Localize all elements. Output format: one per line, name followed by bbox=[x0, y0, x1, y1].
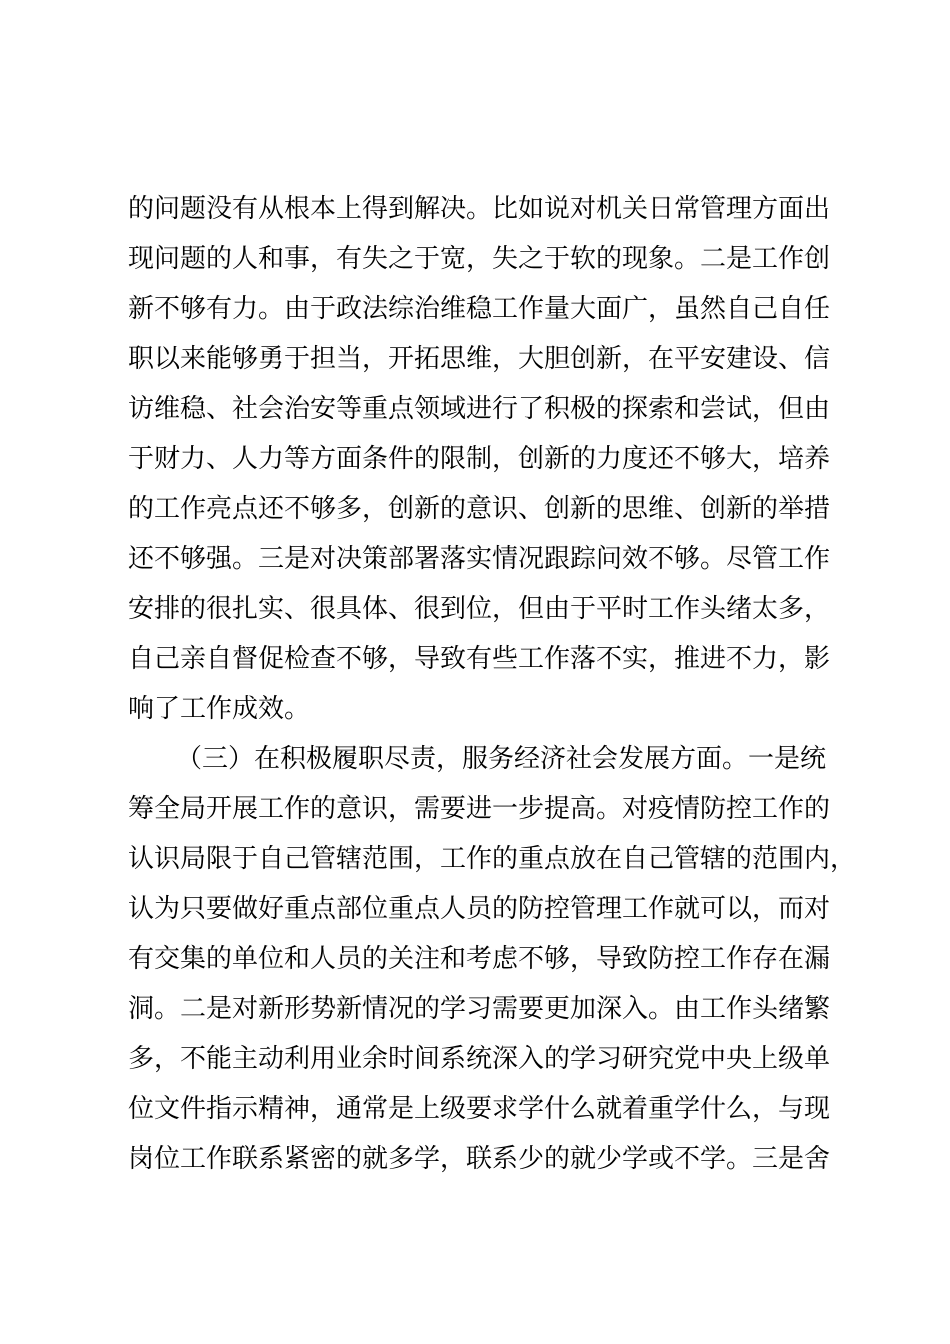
section-heading-line: （三）在积极履职尽责，服务经济社会发展方面。一是统 bbox=[176, 744, 827, 774]
text-line: 有交集的单位和人员的关注和考虑不够，导致防控工作存在漏 bbox=[128, 944, 831, 974]
text-line: 新不够有力。由于政法综治维稳工作量大面广，虽然自己自任 bbox=[128, 294, 831, 324]
text-line: 响了工作成效。 bbox=[128, 694, 311, 724]
text-line: 的工作亮点还不够多，创新的意识、创新的思维、创新的举措 bbox=[128, 494, 831, 524]
text-line: 岗位工作联系紧密的就多学，联系少的就少学或不学。三是舍 bbox=[128, 1144, 831, 1174]
text-line: 筹全局开展工作的意识，需要进一步提高。对疫情防控工作的 bbox=[128, 794, 831, 824]
text-line: 位文件指示精神，通常是上级要求学什么就着重学什么，与现 bbox=[128, 1094, 831, 1124]
document-body bbox=[128, 184, 857, 1184]
text-line: 认识局限于自己管辖范围，工作的重点放在自己管辖的范围内， bbox=[128, 844, 857, 874]
text-line: 安排的很扎实、很具体、很到位，但由于平时工作头绪太多， bbox=[128, 594, 831, 624]
text-line: 自己亲自督促检查不够，导致有些工作落不实，推进不力，影 bbox=[128, 644, 831, 674]
text-line: 于财力、人力等方面条件的限制，创新的力度还不够大，培养 bbox=[128, 444, 831, 474]
text-line: 还不够强。三是对决策部署落实情况跟踪问效不够。尽管工作 bbox=[128, 544, 831, 574]
text-line: 访维稳、社会治安等重点领域进行了积极的探索和尝试，但由 bbox=[128, 394, 831, 424]
text-line: 职以来能够勇于担当，开拓思维，大胆创新，在平安建设、信 bbox=[128, 344, 831, 374]
text-line: 认为只要做好重点部位重点人员的防控管理工作就可以，而对 bbox=[128, 894, 831, 924]
text-line: 洞。二是对新形势新情况的学习需要更加深入。由工作头绪繁 bbox=[128, 994, 831, 1024]
text-line: 多，不能主动利用业余时间系统深入的学习研究党中央上级单 bbox=[128, 1044, 831, 1074]
text-line: 的问题没有从根本上得到解决。比如说对机关日常管理方面出 bbox=[128, 194, 831, 224]
text-line: 现问题的人和事，有失之于宽，失之于软的现象。二是工作创 bbox=[128, 244, 831, 274]
